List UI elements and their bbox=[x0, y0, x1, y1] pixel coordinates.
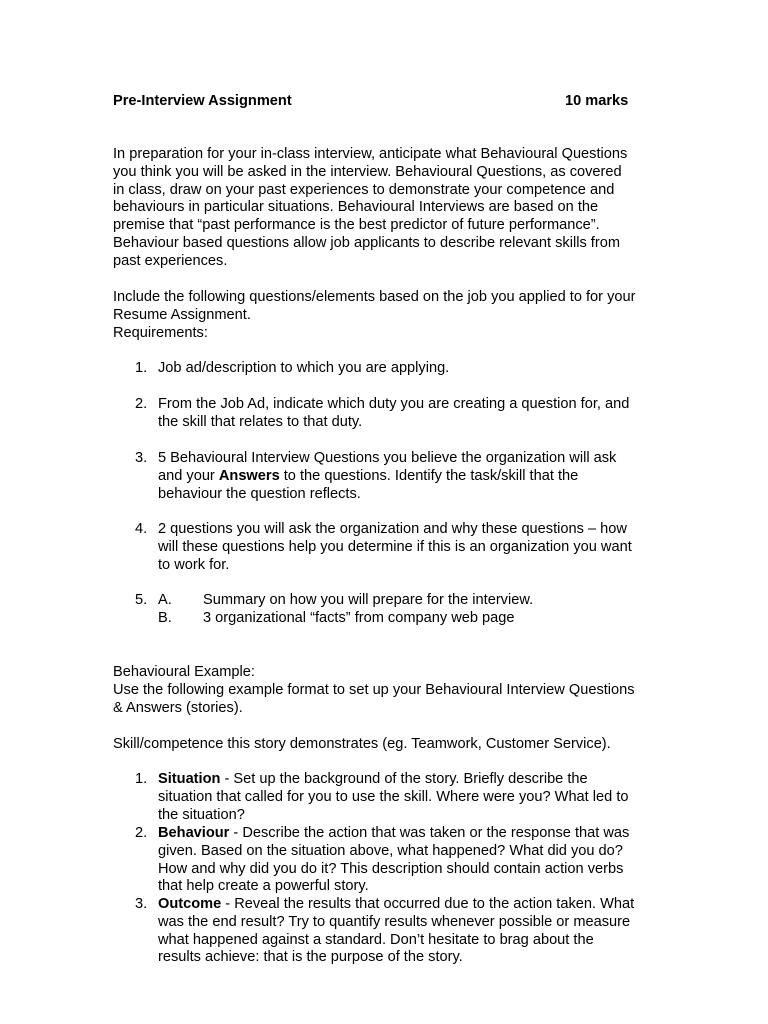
requirement-item bbox=[113, 592, 658, 628]
requirement-item bbox=[113, 450, 658, 503]
example-paragraph bbox=[113, 664, 658, 717]
star-term: Outcome bbox=[158, 896, 222, 912]
list-number: 3. bbox=[135, 450, 148, 466]
example-heading: Behavioural Example: bbox=[113, 664, 255, 680]
intro-line: past experiences. bbox=[113, 252, 228, 269]
star-term: Situation bbox=[158, 771, 221, 787]
requirement-text: 5 Behavioural Interview Questions you believe the organization will ask bbox=[158, 450, 617, 466]
intro-line: in class, draw on your past experiences to demonstrate your competence and bbox=[113, 181, 615, 198]
intro-line: In preparation for your in-class interview, anticipate what Behavioural Questions bbox=[113, 146, 628, 162]
star-text: Situation - Set up the background of the story. Briefly describe the bbox=[158, 771, 588, 787]
star-text: given. Based on the situation above, what happened? What did you do? bbox=[158, 842, 623, 859]
requirement-text: and your Answers to the questions. Identify the task/skill that the bbox=[158, 467, 579, 484]
list-number: 4. bbox=[135, 521, 148, 537]
star-text: results achieve: that is the purpose of the story. bbox=[158, 949, 463, 966]
page-title: Pre-Interview Assignment bbox=[113, 93, 292, 109]
star-text: that help create a powerful story. bbox=[158, 878, 369, 895]
answers-emphasis: Answers bbox=[218, 467, 280, 484]
list-number: 1. bbox=[135, 360, 148, 376]
star-item bbox=[113, 825, 658, 896]
include-line: Resume Assignment. bbox=[113, 306, 251, 323]
star-item bbox=[113, 896, 658, 967]
requirement-text: to work for. bbox=[158, 556, 230, 573]
requirement-text: will these questions help you determine if this is an organization you want bbox=[158, 538, 632, 555]
requirement-text: 2 questions you will ask the organization and why these questions – how bbox=[158, 521, 627, 537]
intro-paragraph bbox=[113, 146, 658, 271]
marks-label: 10 marks bbox=[565, 93, 629, 109]
requirement-text: From the Job Ad, indicate which duty you are creating a question for, and bbox=[158, 396, 630, 412]
requirement-text: Job ad/description to which you are applying. bbox=[158, 360, 450, 376]
requirements-heading: Requirements: bbox=[113, 324, 208, 341]
star-text: How and why did you do it? This description should contain action verbs bbox=[158, 860, 624, 877]
sub-item: B. 3 organizational “facts” from company web page bbox=[158, 609, 515, 626]
star-text: situation that called for you to use the skill. Where were you? What led to bbox=[158, 788, 629, 805]
title-row bbox=[113, 93, 633, 111]
requirement-item bbox=[113, 360, 658, 378]
example-line: Use the following example format to set up your Behavioural Interview Questions bbox=[113, 681, 635, 698]
list-number: 5. bbox=[135, 592, 148, 608]
star-text: the situation? bbox=[158, 806, 245, 823]
star-text: Behaviour - Describe the action that was taken or the response that was bbox=[158, 825, 630, 841]
star-term: Behaviour bbox=[158, 825, 230, 841]
intro-line: Behaviour based questions allow job applicants to describe relevant skills from bbox=[113, 234, 620, 251]
include-line: Include the following questions/elements based on the job you applied to for your bbox=[113, 289, 636, 305]
list-number: 2. bbox=[135, 825, 148, 841]
intro-line: behaviours in particular situations. Behavioural Interviews are based on the bbox=[113, 199, 599, 216]
skill-line: Skill/competence this story demonstrates (eg. Teamwork, Customer Service). bbox=[113, 736, 611, 752]
example-line: & Answers (stories). bbox=[113, 699, 243, 716]
intro-line: you think you will be asked in the interview. Behavioural Questions, as covered bbox=[113, 163, 622, 180]
star-item bbox=[113, 771, 658, 824]
intro-line: premise that “past performance is the best predictor of future performance”. bbox=[113, 217, 600, 234]
sub-item: A. Summary on how you will prepare for the interview. bbox=[158, 592, 534, 608]
requirement-item bbox=[113, 521, 658, 574]
include-paragraph bbox=[113, 289, 658, 342]
requirement-text: the skill that relates to that duty. bbox=[158, 413, 363, 430]
star-text: was the end result? Try to quantify results whenever possible or measure bbox=[158, 913, 631, 930]
requirement-item bbox=[113, 396, 658, 432]
list-number: 3. bbox=[135, 896, 148, 912]
requirement-text: behaviour the question reflects. bbox=[158, 485, 361, 502]
star-text: Outcome - Reveal the results that occurred due to the action taken. What bbox=[158, 896, 635, 912]
list-number: 1. bbox=[135, 771, 148, 787]
list-number: 2. bbox=[135, 396, 148, 412]
star-text: what happened against a standard. Don’t hesitate to brag about the bbox=[158, 931, 594, 948]
